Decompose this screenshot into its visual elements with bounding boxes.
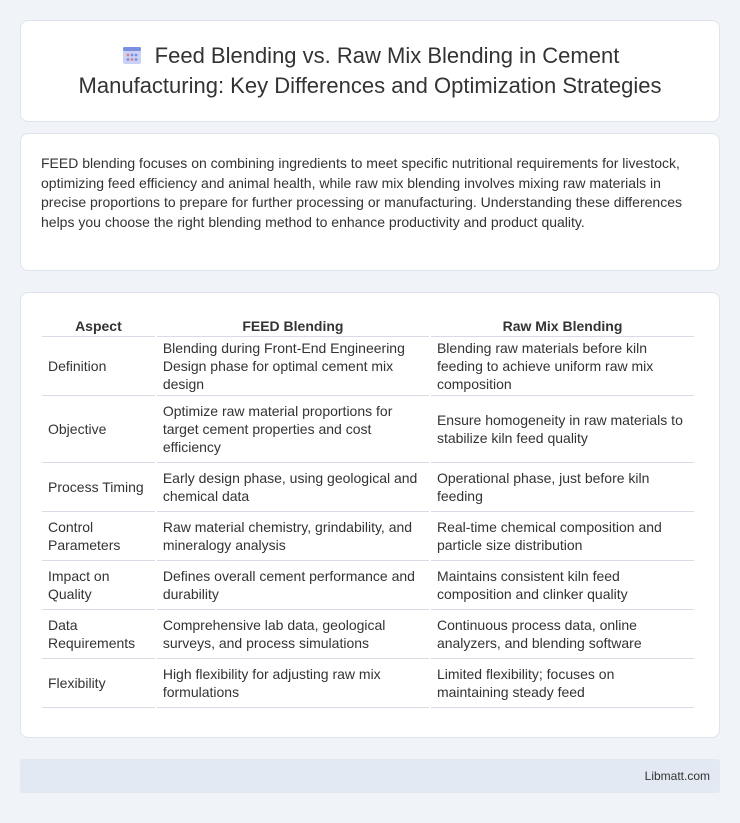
title-card — [20, 20, 720, 122]
raw-mix-blending-cell: Continuous process data, online analyzers, and blending software — [431, 610, 694, 659]
feed-blending-cell: Comprehensive lab data, geological surveys, and process simulations — [157, 610, 429, 659]
aspect-cell: Impact on Quality — [42, 561, 155, 610]
feed-blending-cell: Raw material chemistry, grindability, and mineralogy analysis — [157, 512, 429, 561]
aspect-cell: Data Requirements — [42, 610, 155, 659]
table-row — [42, 463, 694, 512]
table-row — [42, 610, 694, 659]
raw-mix-blending-cell: Blending raw materials before kiln feeding to achieve uniform raw mix composition — [431, 337, 694, 396]
building-grid-icon — [121, 44, 143, 66]
raw-mix-blending-cell: Operational phase, just before kiln feeding — [431, 463, 694, 512]
table-header-row — [42, 313, 694, 337]
column-header-aspect: Aspect — [42, 313, 155, 337]
footer — [20, 759, 720, 793]
feed-blending-cell: Blending during Front-End Engineering Design phase for optimal cement mix design — [157, 337, 429, 396]
feed-blending-cell: Optimize raw material proportions for target cement properties and cost efficiency — [157, 396, 429, 463]
raw-mix-blending-cell: Ensure homogeneity in raw materials to stabilize kiln feed quality — [431, 396, 694, 463]
page-title-text: Feed Blending vs. Raw Mix Blending in Cement Manufacturing: Key Differences and Optimization Strategies — [78, 43, 662, 98]
table-row — [42, 337, 694, 396]
table-row — [42, 561, 694, 610]
feed-blending-cell: Defines overall cement performance and durability — [157, 561, 429, 610]
aspect-cell: Definition — [42, 337, 155, 396]
raw-mix-blending-cell: Maintains consistent kiln feed composition and clinker quality — [431, 561, 694, 610]
page-title — [45, 41, 695, 101]
footer-site-link[interactable]: Libmatt.com — [644, 769, 710, 783]
table-row — [42, 659, 694, 708]
aspect-cell: Flexibility — [42, 659, 155, 708]
aspect-cell: Control Parameters — [42, 512, 155, 561]
table-row — [42, 512, 694, 561]
aspect-cell: Process Timing — [42, 463, 155, 512]
table-row — [42, 396, 694, 463]
feed-blending-cell: Early design phase, using geological and chemical data — [157, 463, 429, 512]
raw-mix-blending-cell: Real-time chemical composition and particle size distribution — [431, 512, 694, 561]
intro-paragraph: FEED blending focuses on combining ingredients to meet specific nutritional requirements for livestock, optimizing feed efficiency and animal health, while raw mix blending involves mixing raw materials in precise proportions to prepare for further processing or manufacturing. Understanding these differences helps you choose the right blending method to enhance productivity and product quality. — [41, 155, 682, 230]
comparison-table-card — [20, 292, 720, 738]
column-header-raw-mix-blending: Raw Mix Blending — [431, 313, 694, 337]
column-header-feed-blending: FEED Blending — [157, 313, 429, 337]
aspect-cell: Objective — [42, 396, 155, 463]
feed-blending-cell: High flexibility for adjusting raw mix formulations — [157, 659, 429, 708]
intro-card — [20, 133, 720, 271]
raw-mix-blending-cell: Limited flexibility; focuses on maintaining steady feed — [431, 659, 694, 708]
comparison-table — [40, 313, 696, 708]
